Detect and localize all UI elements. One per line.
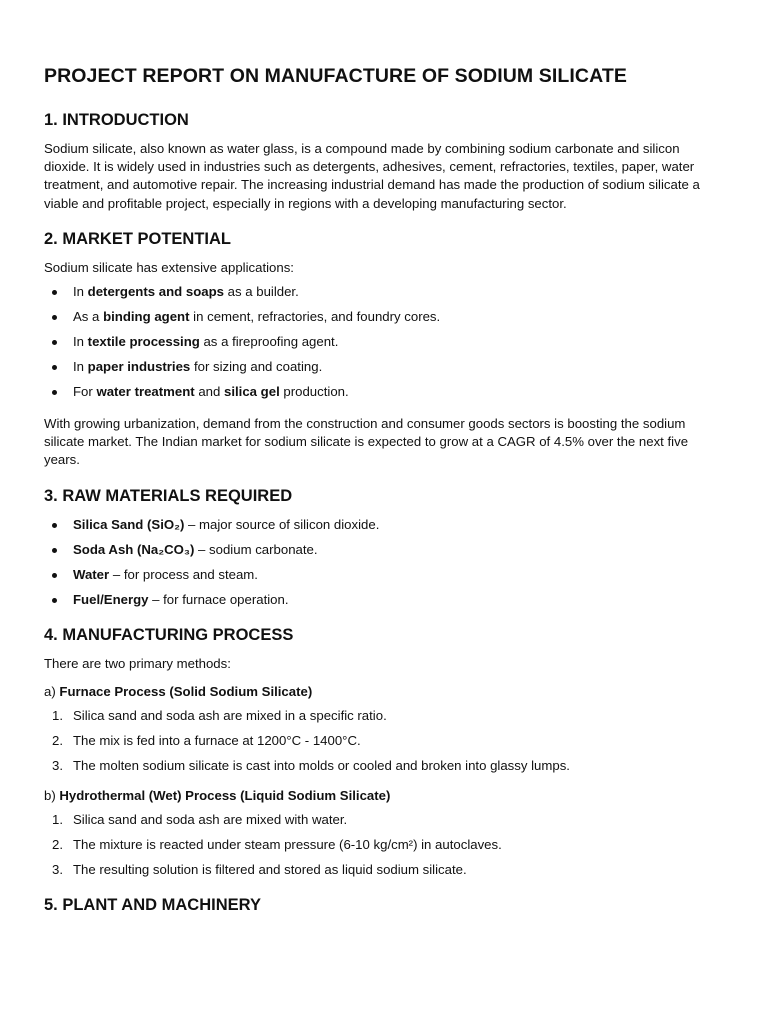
list-item: 1. Silica sand and soda ash are mixed with water. bbox=[52, 811, 348, 827]
list-item: Water – for process and steam. bbox=[44, 566, 724, 584]
list-item: In textile processing as a fireproofing agent. bbox=[44, 333, 724, 351]
hydrothermal-steps-list bbox=[44, 811, 724, 879]
list-item: Fuel/Energy – for furnace operation. bbox=[44, 591, 724, 609]
section-heading-process: 4. MANUFACTURING PROCESS bbox=[44, 625, 294, 644]
section-plant-machinery bbox=[44, 893, 724, 917]
section-heading-market: 2. MARKET POTENTIAL bbox=[44, 229, 232, 248]
market-lead: Sodium silicate has extensive applications: bbox=[44, 259, 294, 275]
list-item: 3. The molten sodium silicate is cast into molds or cooled and broken into glassy lumps. bbox=[52, 757, 570, 773]
section-heading-introduction: 1. INTRODUCTION bbox=[44, 111, 189, 129]
applications-list bbox=[44, 283, 724, 401]
section-heading-raw-materials: 3. RAW MATERIALS REQUIRED bbox=[44, 486, 293, 505]
market-closing-paragraph: With growing urbanization, demand from the construction and consumer goods sectors is boosting the sodium silicate market. The Indian market for sodium silicate is expected to grow at a CAGR of 4.5% over the next five years. bbox=[44, 416, 689, 468]
list-item: Silica Sand (SiO₂) – major source of silicon dioxide. bbox=[44, 516, 724, 534]
list-item: For water treatment and silica gel production. bbox=[44, 383, 724, 401]
list-item: In detergents and soaps as a builder. bbox=[44, 283, 724, 301]
section-manufacturing-process bbox=[44, 623, 724, 879]
furnace-steps-list bbox=[44, 707, 724, 775]
section-raw-materials bbox=[44, 484, 724, 609]
list-item: 2. The mixture is reacted under steam pressure (6-10 kg/cm²) in autoclaves. bbox=[52, 836, 502, 852]
list-item: 2. The mix is fed into a furnace at 1200°C - 1400°C. bbox=[52, 732, 361, 748]
list-item: Soda Ash (Na₂CO₃) – sodium carbonate. bbox=[44, 541, 724, 559]
section-heading-plant: 5. PLANT AND MACHINERY bbox=[44, 895, 261, 914]
process-lead: There are two primary methods: bbox=[44, 655, 231, 671]
section-market-potential bbox=[44, 227, 724, 470]
furnace-process-subheading: a) Furnace Process (Solid Sodium Silicate) bbox=[44, 683, 313, 699]
hydrothermal-process-subheading: b) Hydrothermal (Wet) Process (Liquid Sodium Silicate) bbox=[44, 787, 391, 803]
list-item: In paper industries for sizing and coating. bbox=[44, 358, 724, 376]
list-item: 1. Silica sand and soda ash are mixed in a specific ratio. bbox=[52, 707, 387, 723]
section-introduction bbox=[44, 108, 724, 213]
raw-materials-list bbox=[44, 516, 724, 609]
list-item: 3. The resulting solution is filtered and stored as liquid sodium silicate. bbox=[52, 861, 467, 877]
introduction-paragraph: Sodium silicate, also known as water glass, is a compound made by combining sodium carbonate and silicon dioxide. It is widely used in industries such as detergents, adhesives, cement, refractories, textiles, paper, water treatment, and automotive repair. The increasing industrial demand has made the production of sodium silicate a viable and profitable project, especially in regions with a developing manufacturing sector. bbox=[44, 141, 700, 211]
document-title: PROJECT REPORT ON MANUFACTURE OF SODIUM SILICATE bbox=[44, 65, 627, 87]
list-item: As a binding agent in cement, refractories, and foundry cores. bbox=[44, 308, 724, 326]
